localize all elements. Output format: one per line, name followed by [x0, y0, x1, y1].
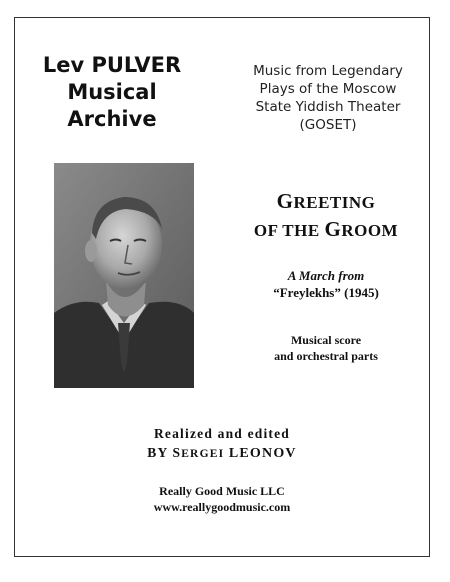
- piece-source: [226, 267, 426, 301]
- title-cap-g1: G: [276, 189, 294, 213]
- score-line-1: Musical score: [290, 333, 362, 347]
- archive-line-3: Archive: [67, 107, 157, 131]
- editor-first-name-rest: ERGEI: [181, 448, 225, 460]
- title-cap-g2: G: [324, 217, 342, 241]
- editor-line-2: [14, 443, 430, 464]
- archive-heading: [28, 52, 196, 133]
- editor-credit: [14, 424, 430, 464]
- title-line-2: [226, 216, 426, 244]
- march-line-1: A March from: [287, 268, 365, 283]
- publisher-block: [14, 483, 430, 515]
- title-pre-2: OF THE: [253, 221, 325, 240]
- series-line-2: Plays of the Moscow: [259, 81, 397, 97]
- portrait-illustration: [54, 163, 194, 388]
- series-description: [228, 62, 428, 134]
- editor-line-1: Realized and edited: [153, 426, 291, 441]
- piece-title: [226, 188, 426, 244]
- title-rest-1: REETING: [293, 193, 376, 212]
- title-rest-2: ROOM: [341, 221, 399, 240]
- series-line-3: State Yiddish Theater: [255, 99, 401, 115]
- editor-by: BY S: [147, 445, 182, 460]
- score-line-2: and orchestral parts: [274, 349, 378, 363]
- series-line-1: Music from Legendary: [253, 63, 403, 79]
- archive-line-2: Musical: [67, 80, 157, 104]
- score-contents: [226, 332, 426, 364]
- portrait-photo: [54, 163, 194, 388]
- series-line-4: (GOSET): [299, 117, 357, 133]
- archive-line-1: Lev PULVER: [42, 53, 182, 77]
- title-line-1: [226, 188, 426, 216]
- publisher-name: Really Good Music LLC: [159, 484, 285, 498]
- march-line-2: “Freylekhs” (1945): [273, 285, 379, 300]
- publisher-url[interactable]: www.reallygoodmusic.com: [153, 500, 291, 514]
- editor-last-name: LEONOV: [228, 446, 297, 461]
